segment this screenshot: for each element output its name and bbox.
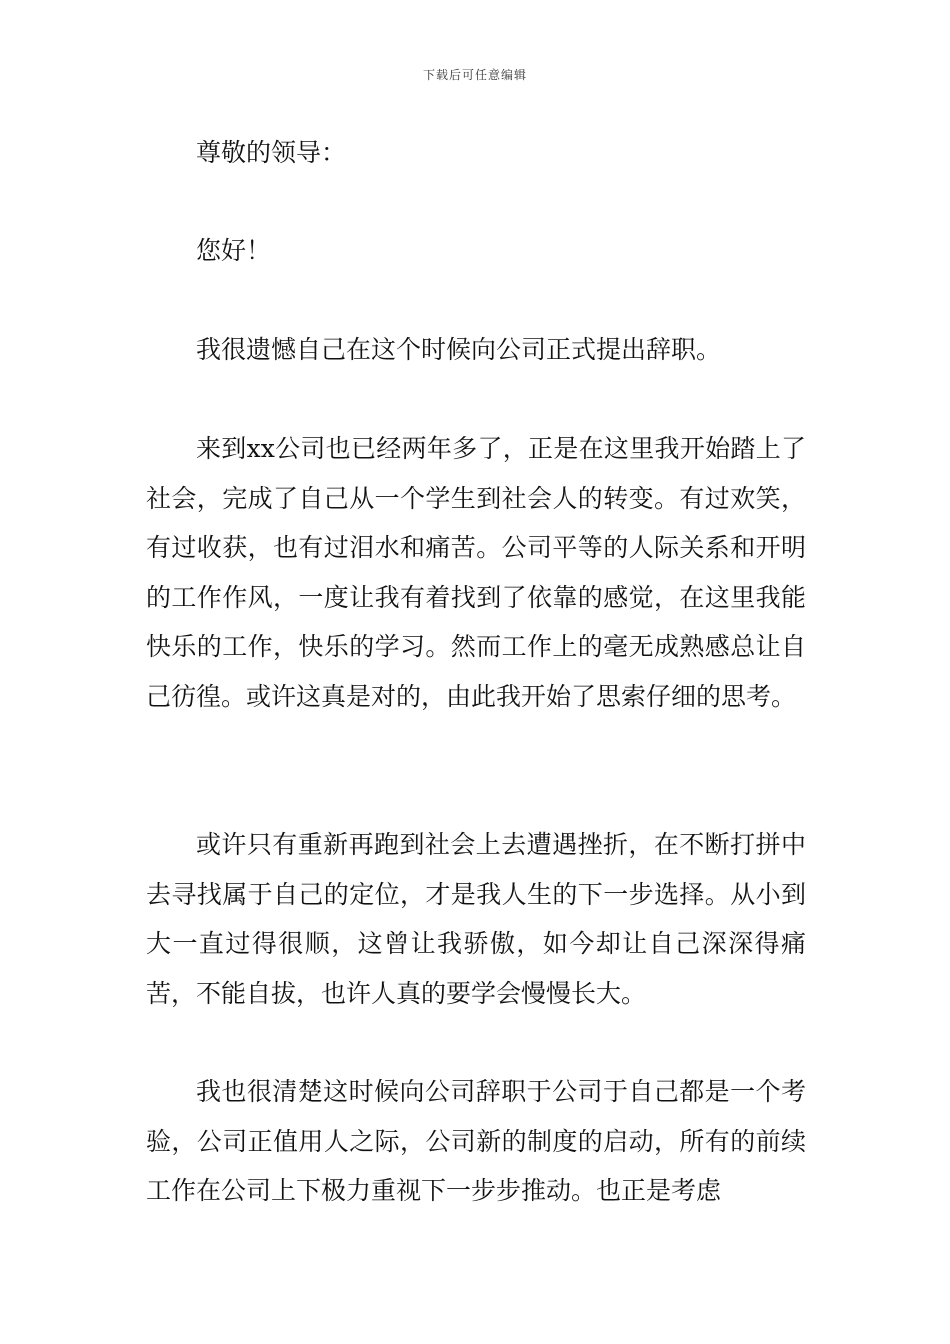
greeting-text: 您好！ — [196, 236, 272, 265]
paragraph-4-text: 我也很清楚这时候向公司辞职于公司于自己都是一个考验，公司正值用人之际，公司新的制度的启动，所有的前续工作在公司上下极力重视下一步步推动。也正是考虑 — [146, 1077, 806, 1205]
paragraph-1-text: 我很遗憾自己在这个时候向公司正式提出辞职。 — [196, 335, 722, 364]
paragraph-2 — [146, 424, 806, 721]
paragraph-1 — [146, 325, 806, 375]
paragraph-2-text: 来到xx公司也已经两年多了，正是在这里我开始踏上了社会，完成了自己从一个学生到社会人的转变。有过欢笑，有过收获，也有过泪水和痛苦。公司平等的人际关系和开明的工作作风，一度让我有着找到了依靠的感觉，在这里我能快乐的工作，快乐的学习。然而工作上的毫无成熟感总让自己彷徨。或许这真是对的，由此我开始了思索仔细的思考。 — [146, 434, 806, 711]
header-note: 下载后可任意编辑 — [422, 68, 527, 82]
paragraph-3 — [146, 820, 806, 1018]
salutation-text: 尊敬的领导： — [196, 138, 347, 167]
paragraph-4 — [146, 1067, 806, 1216]
paragraph-3-text: 或许只有重新再跑到社会上去遭遇挫折，在不断打拼中去寻找属于自己的定位，才是我人生的下一步选择。从小到大一直过得很顺，这曾让我骄傲，如今却让自己深深得痛苦，不能自拔，也许人真的要学会慢慢长大。 — [146, 830, 806, 1008]
greeting — [146, 226, 806, 276]
salutation — [146, 128, 806, 178]
